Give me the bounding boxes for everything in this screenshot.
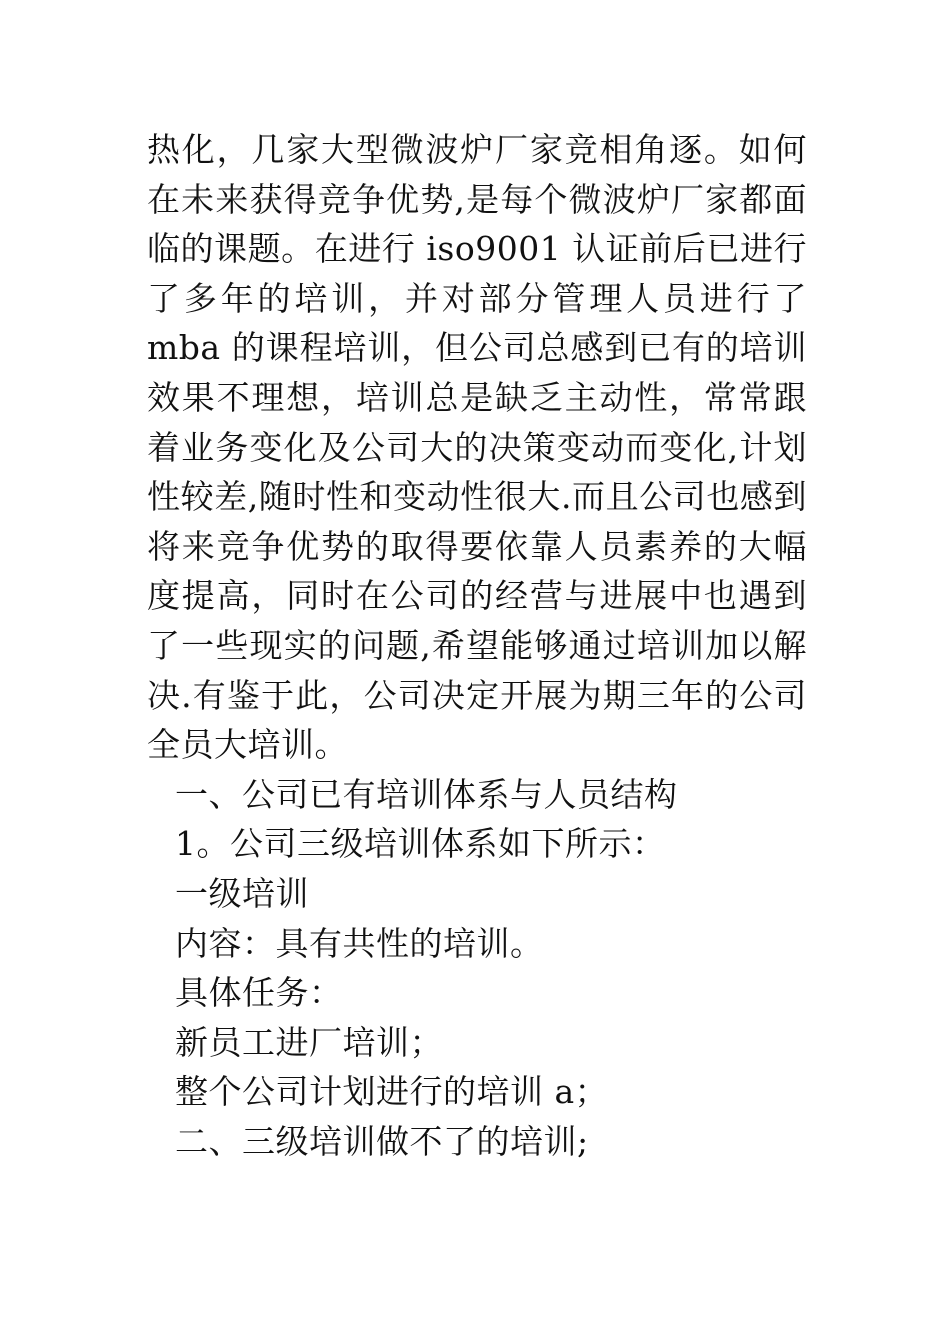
- task-item: 二、三级培训做不了的培训;: [175, 1121, 589, 1161]
- body-paragraph: 热化，几家大型微波炉厂家竞相角逐。如何在未来获得竞争优势,是每个微波炉厂家都面临的课题。在进行 iso9001 认证前后已进行了多年的培训，并对部分管理人员进行了 mba 的课程培训，但公司总感到已有的培训效果不理想，培训总是缺乏主动性，常常跟着业务变化及公司大的决策变动而变化,计划性较差,随时性和变动性很大.而且公司也感到将来竞争优势的取得要依靠人员素养的大幅度提高，同时在公司的经营与进展中也遇到了一些现实的问题,希望能够通过培训加以解决.有鉴于此，公司决定开展为期三年的公司全员大培训。: [147, 130, 807, 765]
- section-heading: 一、公司已有培训体系与人员结构: [175, 774, 678, 814]
- task-item: 新员工进厂培训；: [175, 1022, 443, 1062]
- training-level-label: 一级培训: [175, 873, 309, 913]
- task-item: 整个公司计划进行的培训 a；: [175, 1072, 609, 1112]
- subsection-heading: 1。公司三级培训体系如下所示：: [175, 824, 666, 864]
- document-body: [147, 125, 807, 1166]
- tasks-label: 具体任务：: [175, 973, 343, 1013]
- content-line: 内容：具有共性的培训。: [175, 923, 544, 963]
